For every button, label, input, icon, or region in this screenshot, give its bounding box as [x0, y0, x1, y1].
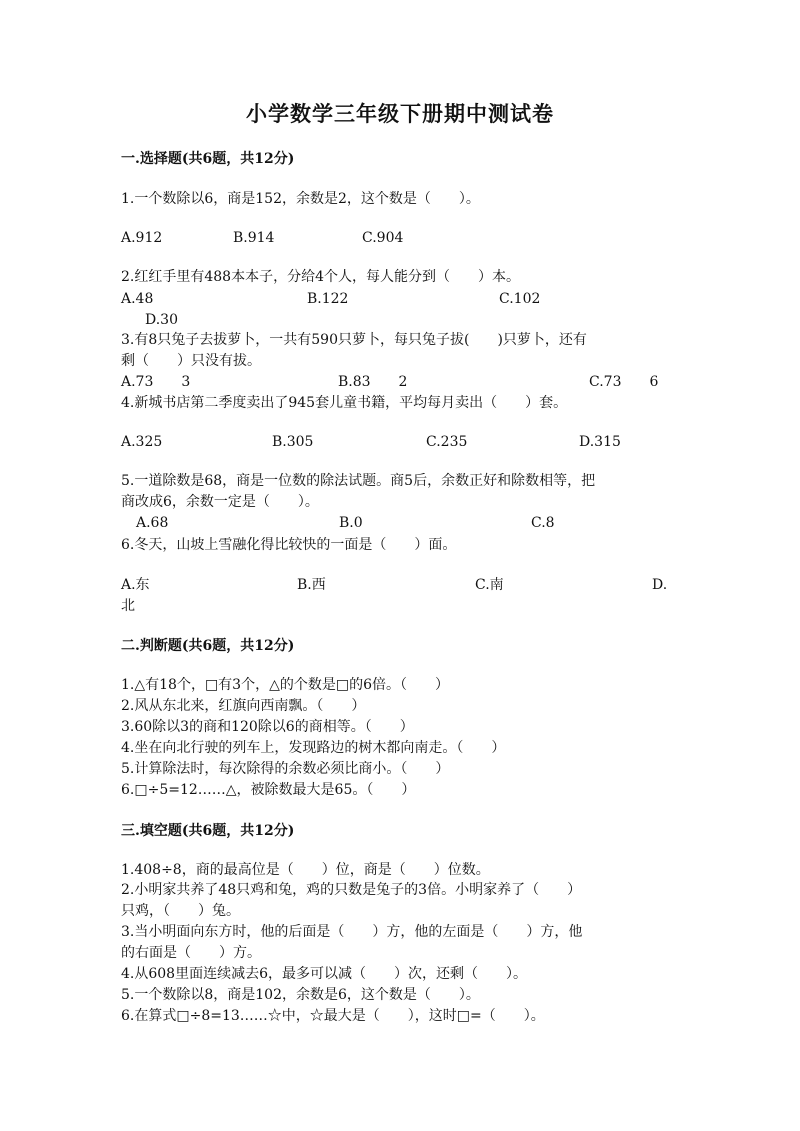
question-1-4-option-a: A.325	[121, 434, 163, 450]
fill-line-3: 只鸡，（ ）兔。	[121, 903, 240, 919]
question-1-5-option-c: C.8	[531, 515, 555, 531]
section-heading-fill: 三.填空题(共6题，共12分)	[121, 823, 295, 839]
judgement-line-3: 3.60除以3的商和120除以6的商相等。（ ）	[121, 719, 414, 735]
fill-line-4: 3.当小明面向东方时，他的后面是（ ）方，他的左面是（ ）方，他	[121, 924, 583, 940]
question-1-3-option-b: B.83 2	[338, 374, 408, 390]
question-1-2-option-b: B.122	[307, 291, 349, 307]
section-heading-choice: 一.选择题(共6题，共12分)	[121, 151, 295, 167]
fill-line-7: 5.一个数除以8，商是102，余数是6，这个数是（ ）。	[121, 987, 480, 1003]
fill-line-6: 4.从608里面连续减去6，最多可以减（ ）次，还剩（ ）。	[121, 966, 527, 982]
judgement-line-2: 2.风从东北来，红旗向西南飘。（ ）	[121, 698, 366, 714]
judgement-line-6: 6.□÷5=12……△，被除数最大是65。（ ）	[121, 782, 416, 798]
question-1-2-option-a: A.48	[121, 291, 154, 307]
judgement-line-5: 5.计算除法时，每次除得的余数必须比商小。（ ）	[121, 761, 450, 777]
question-1-1-option-c: C.904	[362, 230, 404, 246]
question-1-2-option-c: C.102	[499, 291, 541, 307]
fill-line-5: 的右面是（ ）方。	[121, 945, 261, 961]
question-1-3-option-c: C.73 6	[589, 374, 659, 390]
fill-line-2: 2.小明家共养了48只鸡和兔，鸡的只数是兔子的3倍。小明家养了（ ）	[121, 882, 582, 898]
question-1-1-text: 1.一个数除以6，商是152，余数是2，这个数是（ ）。	[121, 191, 480, 207]
question-1-6-option-d: D.	[652, 577, 668, 593]
question-1-5-text-line-2: 商改成6，余数一定是（ ）。	[121, 494, 319, 510]
question-1-3-text-line-2: 剩（ ）只没有拔。	[121, 353, 261, 369]
question-1-6-option-c: C.南	[475, 577, 504, 593]
question-1-4-text: 4.新城书店第二季度卖出了945套儿童书籍，平均每月卖出（ ）套。	[121, 395, 568, 411]
question-1-5-text-line-1: 5.一道除数是68，商是一位数的除法试题。商5后，余数正好和除数相等，把	[121, 473, 596, 489]
question-1-3-text-line-1: 3.有8只兔子去拔萝卜，一共有590只萝卜，每只兔子拔( )只萝卜，还有	[121, 332, 587, 348]
question-1-2-option-d: D.30	[145, 312, 178, 328]
question-1-4-option-b: B.305	[272, 434, 314, 450]
fill-line-1: 1.408÷8，商的最高位是（ ）位，商是（ ）位数。	[121, 862, 490, 878]
judgement-line-4: 4.坐在向北行驶的列车上，发现路边的树木都向南走。（ ）	[121, 740, 506, 756]
question-1-6-option-a: A.东	[121, 577, 150, 593]
question-1-4-option-c: C.235	[426, 434, 468, 450]
question-1-6-option-b: B.西	[297, 577, 326, 593]
fill-line-8: 6.在算式□÷8=13……☆中，☆最大是（ ），这时□=（ ）。	[121, 1008, 545, 1024]
question-1-1-option-a: A.912	[121, 230, 163, 246]
question-1-1-option-b: B.914	[233, 230, 275, 246]
judgement-line-1: 1.△有18个，□有3个，△的个数是□的6倍。（ ）	[121, 677, 449, 693]
question-1-5-option-b: B.0	[339, 515, 363, 531]
page-title: 小学数学三年级下册期中测试卷	[246, 101, 554, 126]
section-heading-judgement: 二.判断题(共6题，共12分)	[121, 638, 295, 654]
question-1-6-option-d-text: 北	[121, 598, 135, 614]
question-1-5-option-a: A.68	[136, 515, 169, 531]
question-1-2-text: 2.红红手里有488本本子，分给4个人，每人能分到（ ）本。	[121, 269, 520, 285]
question-1-4-option-d: D.315	[579, 434, 621, 450]
question-1-3-option-a: A.73 3	[121, 374, 191, 390]
question-1-6-text: 6.冬天，山坡上雪融化得比较快的一面是（ ）面。	[121, 537, 457, 553]
